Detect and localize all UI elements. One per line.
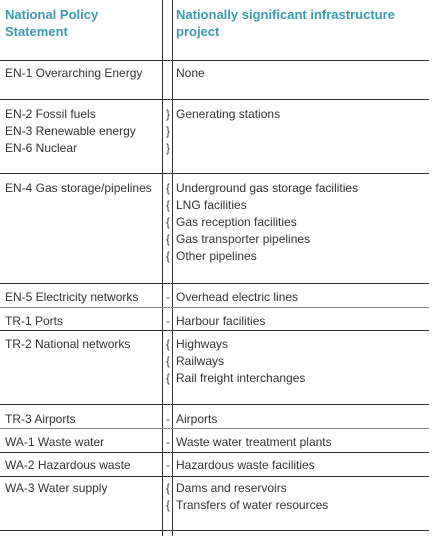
row-divider: [0, 173, 429, 174]
row-divider: [0, 404, 429, 405]
row-divider: [0, 428, 429, 429]
bracket-marks: [163, 65, 173, 82]
policy-cell: TR-1 Ports: [5, 314, 64, 328]
policy-cell: EN-2 Fossil fuels EN-3 Renewable energy EN-6 Nuclear: [5, 107, 136, 155]
row-divider: [0, 330, 429, 331]
policy-cell: TR-2 National networks: [5, 337, 131, 351]
project-cell: Highways Railways Rail freight interchanges: [176, 337, 306, 385]
row-divider: [0, 530, 429, 531]
header-policy-statement: National Policy Statement: [5, 7, 99, 39]
policy-cell: EN-4 Gas storage/pipelines: [5, 181, 152, 195]
policy-cell: TR-3 Airports: [5, 412, 76, 426]
project-cell: Overhead electric lines: [176, 290, 299, 304]
bracket-marks: -: [166, 458, 170, 472]
row-divider: [0, 476, 429, 477]
row-divider: [0, 99, 429, 100]
bracket-marks: -: [166, 435, 170, 449]
project-cell: Generating stations: [176, 107, 281, 121]
row-divider: [0, 283, 429, 284]
policy-cell: EN-1 Overarching Energy: [5, 66, 143, 80]
project-cell: Hazardous waste facilities: [176, 458, 315, 472]
policy-cell: EN-5 Electricity networks: [5, 290, 139, 304]
row-divider: [0, 452, 429, 453]
bracket-marks: -: [166, 290, 170, 304]
bracket-marks: -: [166, 412, 170, 426]
policy-cell: WA-3 Water supply: [5, 481, 108, 495]
bracket-marks: { { {: [165, 337, 170, 385]
project-cell: Waste water treatment plants: [176, 435, 332, 449]
row-divider: [0, 60, 429, 61]
policy-cell: WA-1 Waste water: [5, 435, 105, 449]
bracket-marks: } } }: [165, 107, 170, 155]
policy-cell: WA-2 Hazardous waste: [5, 458, 131, 472]
bracket-marks: { { { { {: [165, 181, 170, 263]
header-infrastructure-project: Nationally significant infrastructure project: [176, 7, 395, 39]
project-cell: Harbour facilities: [176, 314, 266, 328]
bracket-marks: { {: [165, 481, 170, 512]
project-cell: Dams and reservoirs Transfers of water resources: [176, 481, 329, 512]
project-cell: Underground gas storage facilities LNG facilities Gas reception facilities Gas transporter pipelines Other pipelines: [176, 181, 359, 263]
bracket-marks: -: [166, 314, 170, 328]
project-cell: None: [176, 66, 205, 80]
row-divider: [0, 307, 429, 308]
project-cell: Airports: [176, 412, 218, 426]
